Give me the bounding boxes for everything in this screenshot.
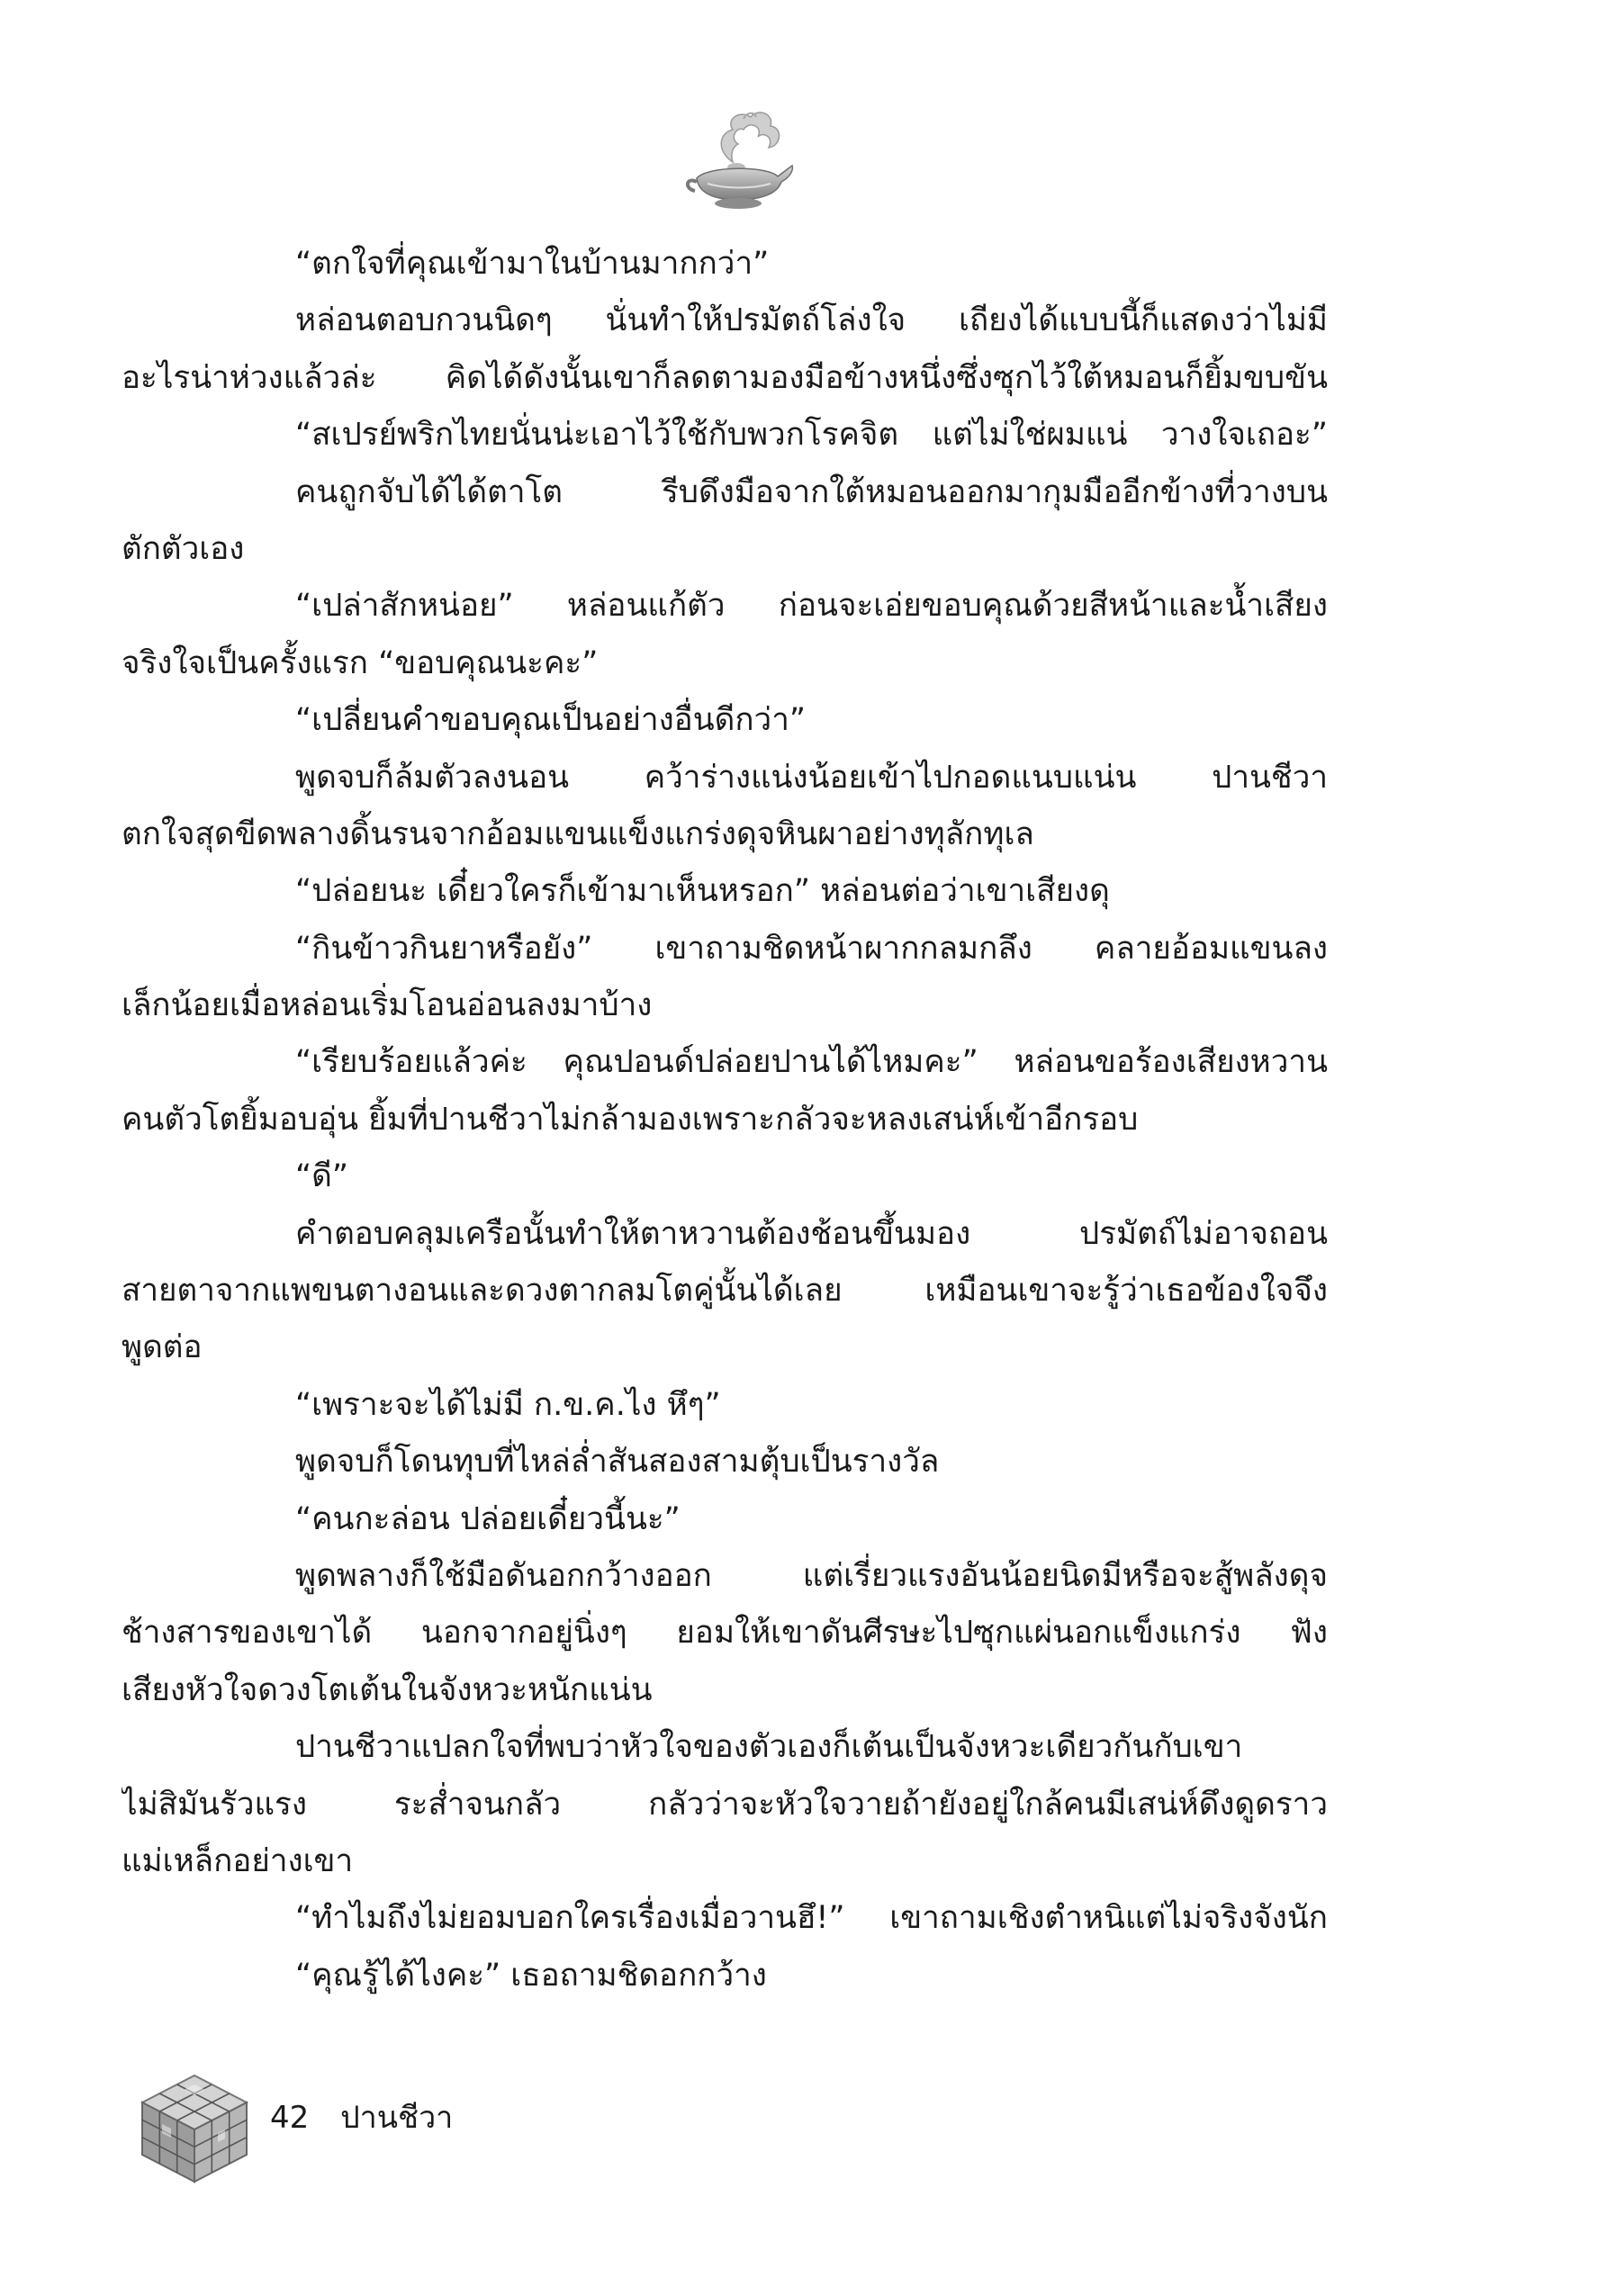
text-line: หล่อนตอบกวนนิดๆ นั่นทำให้ปรมัตถ์โล่งใจ เถียงได้แบบนี้ก็แสดงว่าไม่มี — [295, 302, 1328, 339]
text-line: พูดพลางก็ใช้มือดันอกกว้างออก แต่เรี่ยวแรงอันน้อยนิดมีหรือจะสู้พลังดุจ — [295, 1557, 1328, 1594]
rubik-cube-icon — [135, 2070, 254, 2185]
text-line: คนถูกจับได้ได้ตาโต รีบดึงมือจากใต้หมอนออกมากุมมืออีกข้างที่วางบน — [295, 473, 1328, 510]
text-line: แม่เหล็กอย่างเขา — [122, 1842, 354, 1879]
text-line: “เรียบร้อยแล้วค่ะ คุณปอนด์ปล่อยปานได้ไหมคะ” หล่อนขอร้องเสียงหวาน — [295, 1044, 1328, 1081]
text-line: “คนกะล่อน ปล่อยเดี๋ยวนี้นะ” — [295, 1500, 681, 1537]
text-line: ตกใจสุดขีดพลางดิ้นรนจากอ้อมแขนแข็งแกร่งดุจหินผาอย่างทุลักทุเล — [122, 815, 1034, 852]
text-line: ช้างสารของเขาได้ นอกจากอยู่นิ่งๆ ยอมให้เขาดันศีรษะไปซุกแผ่นอกแข็งแกร่ง ฟัง — [122, 1615, 1328, 1652]
text-line: ตักตัวเอง — [122, 530, 245, 567]
text-line: คำตอบคลุมเครือนั้นทำให้ตาหวานต้องช้อนขึ้นมอง ปรมัตถ์ไม่อาจถอน — [295, 1215, 1328, 1252]
magic-lamp-icon — [681, 106, 799, 212]
text-line: พูดจบก็โดนทุบที่ไหล่ล่ำสันสองสามตุ้บเป็นรางวัล — [295, 1444, 940, 1481]
book-title: ปานชีวา — [340, 2100, 454, 2136]
text-line: “เพราะจะได้ไม่มี ก.ข.ค.ไง หึๆ” — [295, 1386, 721, 1423]
text-line: “สเปรย์พริกไทยนั่นน่ะเอาไว้ใช้กับพวกโรคจิต แต่ไม่ใช่ผมแน่ วางใจเถอะ” — [295, 417, 1328, 454]
text-line: “ปล่อยนะ เดี๋ยวใครก็เข้ามาเห็นหรอก” หล่อนต่อว่าเขาเสียงดุ — [295, 873, 1110, 910]
text-line: “ตกใจที่คุณเข้ามาในบ้านมากกว่า” — [295, 246, 770, 282]
text-line: เสียงหัวใจดวงโตเต้นในจังหวะหนักแน่น — [122, 1671, 653, 1708]
text-line: “ทำไมถึงไม่ยอมบอกใครเรื่องเมื่อวานฮึ!” เขาถามเชิงตำหนิแต่ไม่จริงจังนัก — [295, 1900, 1328, 1937]
text-line: “กินข้าวกินยาหรือยัง” เขาถามชิดหน้าผากกลมกลึง คลายอ้อมแขนลง — [295, 930, 1328, 967]
page-footer — [270, 2095, 453, 2140]
text-line: อะไรน่าห่วงแล้วล่ะ คิดได้ดังนั้นเขาก็ลดตามองมือข้างหนึ่งซึ่งซุกไว้ใต้หมอนก็ยิ้มขบขัน — [122, 359, 1328, 396]
text-line: สายตาจากแพขนตางอนและดวงตากลมโตคู่นั้นได้เลย เหมือนเขาจะรู้ว่าเธอข้องใจจึง — [122, 1273, 1328, 1310]
text-line: พูดจบก็ล้มตัวลงนอน คว้าร่างแน่งน้อยเข้าไปกอดแนบแน่น ปานชีวา — [295, 759, 1328, 796]
text-line: จริงใจเป็นครั้งแรก “ขอบคุณนะคะ” — [122, 644, 599, 681]
text-line: คนตัวโตยิ้มอบอุ่น ยิ้มที่ปานชีวาไม่กล้ามองเพราะกลัวจะหลงเสน่ห์เข้าอีกรอบ — [122, 1101, 1139, 1138]
body-text — [122, 236, 1328, 2004]
text-line: ไม่สิมันรัวแรง ระส่ำจนกลัว กลัวว่าจะหัวใจวายถ้ายังอยู่ใกล้คนมีเสน่ห์ดึงดูดราว — [122, 1786, 1328, 1823]
text-line: “เปล่าสักหน่อย” หล่อนแก้ตัว ก่อนจะเอ่ยขอบคุณด้วยสีหน้าและน้ำเสียง — [295, 588, 1328, 625]
text-line: “เปลี่ยนคำขอบคุณเป็นอย่างอื่นดีกว่า” — [295, 702, 806, 739]
text-line: ปานชีวาแปลกใจที่พบว่าหัวใจของตัวเองก็เต้นเป็นจังหวะเดียวกันกับเขา — [295, 1729, 1243, 1766]
text-line: พูดต่อ — [122, 1329, 203, 1366]
text-line: เล็กน้อยเมื่อหล่อนเริ่มโอนอ่อนลงมาบ้าง — [122, 987, 653, 1024]
text-line: “ดี” — [295, 1158, 348, 1195]
text-line: “คุณรู้ได้ไงคะ” เธอถามชิดอกกว้าง — [295, 1957, 767, 1994]
page-number: 42 — [270, 2100, 310, 2136]
